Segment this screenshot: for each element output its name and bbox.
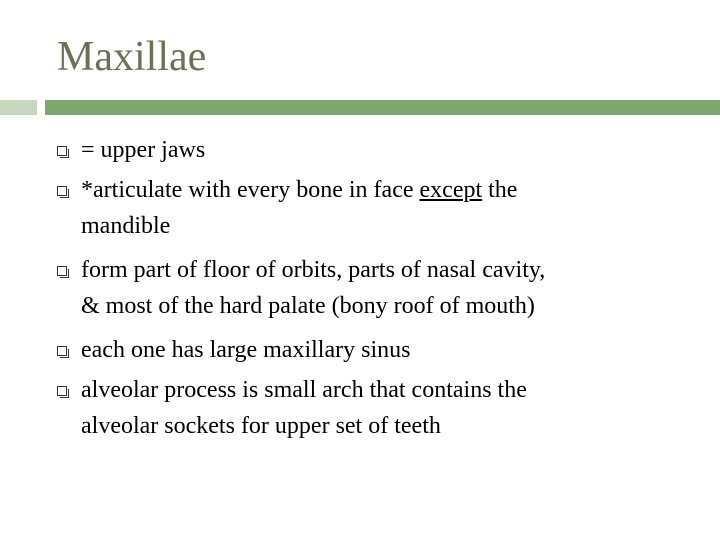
square-bullet-icon xyxy=(57,146,67,156)
slide-title: Maxillae xyxy=(57,34,207,80)
square-bullet-icon xyxy=(57,346,67,356)
square-bullet-icon xyxy=(57,386,67,396)
bullet-text-line xyxy=(81,172,701,208)
bullet-text-line: alveolar process is small arch that contains the xyxy=(81,377,527,403)
bullet-text-segment: the xyxy=(482,177,518,203)
bullet-text-line: & most of the hard palate (bony roof of mouth) xyxy=(81,293,535,319)
bullet-text-line: mandible xyxy=(81,213,171,239)
bullet-text-segment: *articulate with every bone in face xyxy=(81,177,420,203)
bullet-text: = upper jaws xyxy=(81,137,206,163)
square-bullet-icon xyxy=(57,266,67,276)
bullet-text-line: form part of floor of orbits, parts of nasal cavity, xyxy=(81,257,546,283)
square-bullet-icon xyxy=(57,186,67,196)
bullet-text-line: alveolar sockets for upper set of teeth xyxy=(81,413,441,439)
bullet-text-line: each one has large maxillary sinus xyxy=(81,337,411,363)
emphasis-text: except xyxy=(419,177,483,203)
